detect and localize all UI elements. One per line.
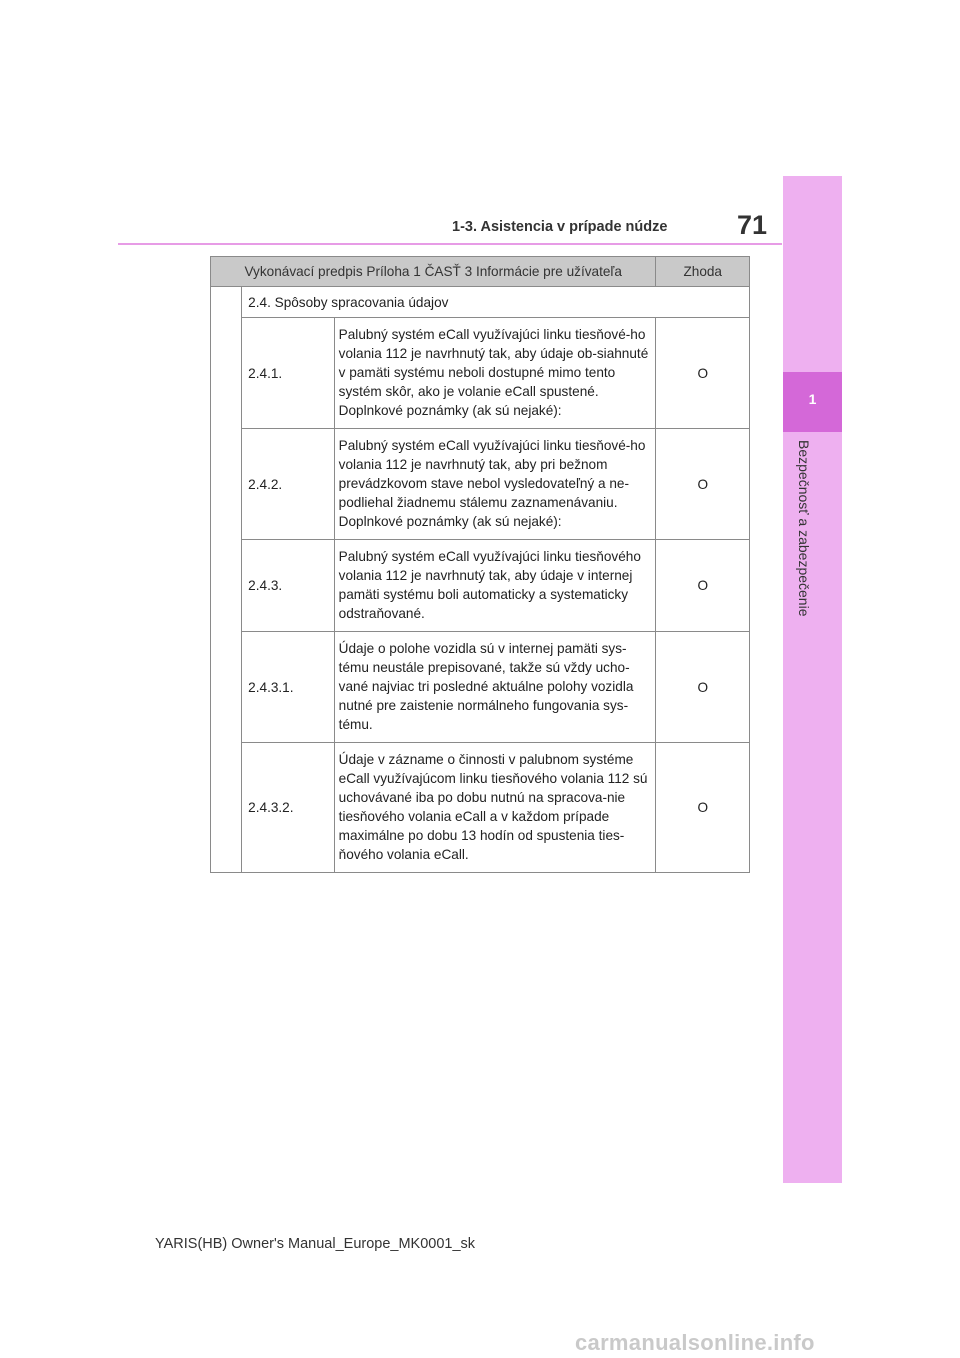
row-text: Údaje o polohe vozidla sú v internej pamäti sys-tému neustále prepisované, takže sú vždy ucho-vané najviac tri posledné aktuálne polohy vozidla nutné pre zaistenie normálneho fungovania sys-tému.	[334, 632, 656, 743]
chapter-title: Bezpečnosť a zabezpečenie	[796, 440, 812, 617]
table-row	[211, 318, 750, 429]
row-compliance: O	[656, 318, 750, 429]
chapter-number: 1	[808, 391, 817, 407]
header-divider	[118, 243, 782, 245]
section-title: 1-3. Asistencia v prípade núdze	[452, 219, 668, 235]
row-number: 2.4.3.	[242, 540, 335, 632]
table-header-compliance: Zhoda	[656, 257, 750, 287]
table-subheading-row	[211, 287, 750, 318]
table-indent-cell	[211, 287, 242, 873]
table-row	[211, 743, 750, 873]
row-compliance: O	[656, 743, 750, 873]
row-text: Palubný systém eCall využívajúci linku tiesňové-ho volania 112 je navrhnutý tak, aby údaje ob-siahnuté v pamäti systému neboli dostupné mimo tento systém skôr, ako je volanie eCall spustené. Doplnkové poznámky (ak sú nejaké):	[334, 318, 656, 429]
row-text: Palubný systém eCall využívajúci linku tiesňové-ho volania 112 je navrhnutý tak, aby pri bežnom prevádzkovom stave nebol vysledovateľný a ne-podliehal žiadnemu stálemu zaznamenávaniu. Doplnkové poznámky (ak sú nejaké):	[334, 429, 656, 540]
watermark[interactable]: carmanualsonline.info	[575, 1330, 815, 1355]
table-header-row	[211, 257, 750, 287]
row-compliance: O	[656, 540, 750, 632]
table-subheading: 2.4. Spôsoby spracovania údajov	[242, 287, 750, 318]
table-row	[211, 540, 750, 632]
row-number: 2.4.3.2.	[242, 743, 335, 873]
table-header-regulation: Vykonávací predpis Príloha 1 ČASŤ 3 Informácie pre užívateľa	[211, 257, 656, 287]
row-number: 2.4.1.	[242, 318, 335, 429]
row-text: Palubný systém eCall využívajúci linku tiesňového volania 112 je navrhnutý tak, aby údaje v internej pamäti systému boli automaticky a systematicky odstraňované.	[334, 540, 656, 632]
page-number: 71	[737, 210, 768, 240]
row-text: Údaje v zázname o činnosti v palubnom systéme eCall využívajúcom linku tiesňového volania 112 sú uchovávané iba po dobu nutnú na spracova-nie tiesňového volania eCall a v každom prípade maximálne po dobu 13 hodín od spustenia ties-ňového volania eCall.	[334, 743, 656, 873]
row-number: 2.4.3.1.	[242, 632, 335, 743]
chapter-side-tab	[783, 176, 842, 1183]
row-compliance: O	[656, 429, 750, 540]
manual-footer: YARIS(HB) Owner's Manual_Europe_MK0001_sk	[155, 1236, 476, 1252]
row-number: 2.4.2.	[242, 429, 335, 540]
row-compliance: O	[656, 632, 750, 743]
table-row	[211, 632, 750, 743]
table-row	[211, 429, 750, 540]
compliance-table	[210, 256, 750, 873]
